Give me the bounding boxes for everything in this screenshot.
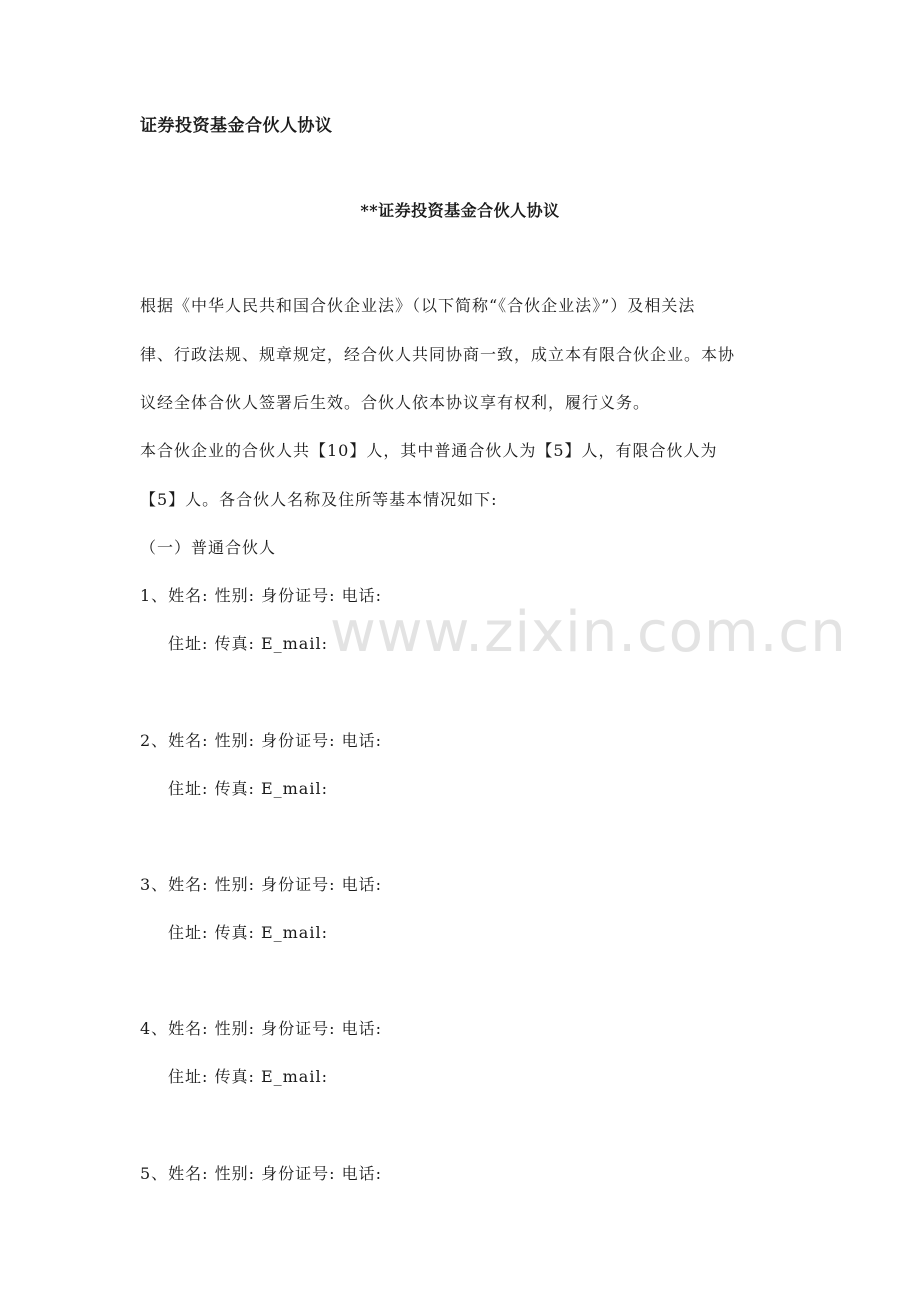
partner-entry-5-line-1: 5、姓名: 性别: 身份证号: 电话: [140,1164,383,1183]
partner-entry-2-line-2: 住址: 传真: E_mail: [168,779,328,798]
partner-entry-4-line-2: 住址: 传真: E_mail: [168,1067,328,1086]
partner-entry-1-line-1: 1、姓名: 性别: 身份证号: 电话: [140,586,383,605]
intro-line-2: 律、行政法规、规章规定，经合伙人共同协商一致，成立本有限合伙企业。本协 [140,345,736,364]
section-heading: （一）普通合伙人 [140,538,277,557]
partner-entry-1-line-2: 住址: 传真: E_mail: [168,634,328,653]
document-title: **证券投资基金合伙人协议 [360,201,560,220]
partner-entry-4-line-1: 4、姓名: 性别: 身份证号: 电话: [140,1019,383,1038]
partners-line-2: 【5】人。各合伙人名称及住所等基本情况如下: [140,490,498,509]
partner-entry-2-line-1: 2、姓名: 性别: 身份证号: 电话: [140,731,383,750]
intro-line-3: 议经全体合伙人签署后生效。合伙人依本协议享有权利，履行义务。 [140,393,651,412]
document-header: 证券投资基金合伙人协议 [140,116,333,136]
intro-line-1: 根据《中华人民共和国合伙企业法》（以下简称“《合伙企业法》”）及相关法 [140,296,696,315]
watermark-text: www.zixin.com.cn [330,600,847,665]
partner-entry-3-line-1: 3、姓名: 性别: 身份证号: 电话: [140,875,383,894]
partner-entry-3-line-2: 住址: 传真: E_mail: [168,923,328,942]
partners-line-1: 本合伙企业的合伙人共【10】人，其中普通合伙人为【5】人，有限合伙人为 [140,441,718,460]
